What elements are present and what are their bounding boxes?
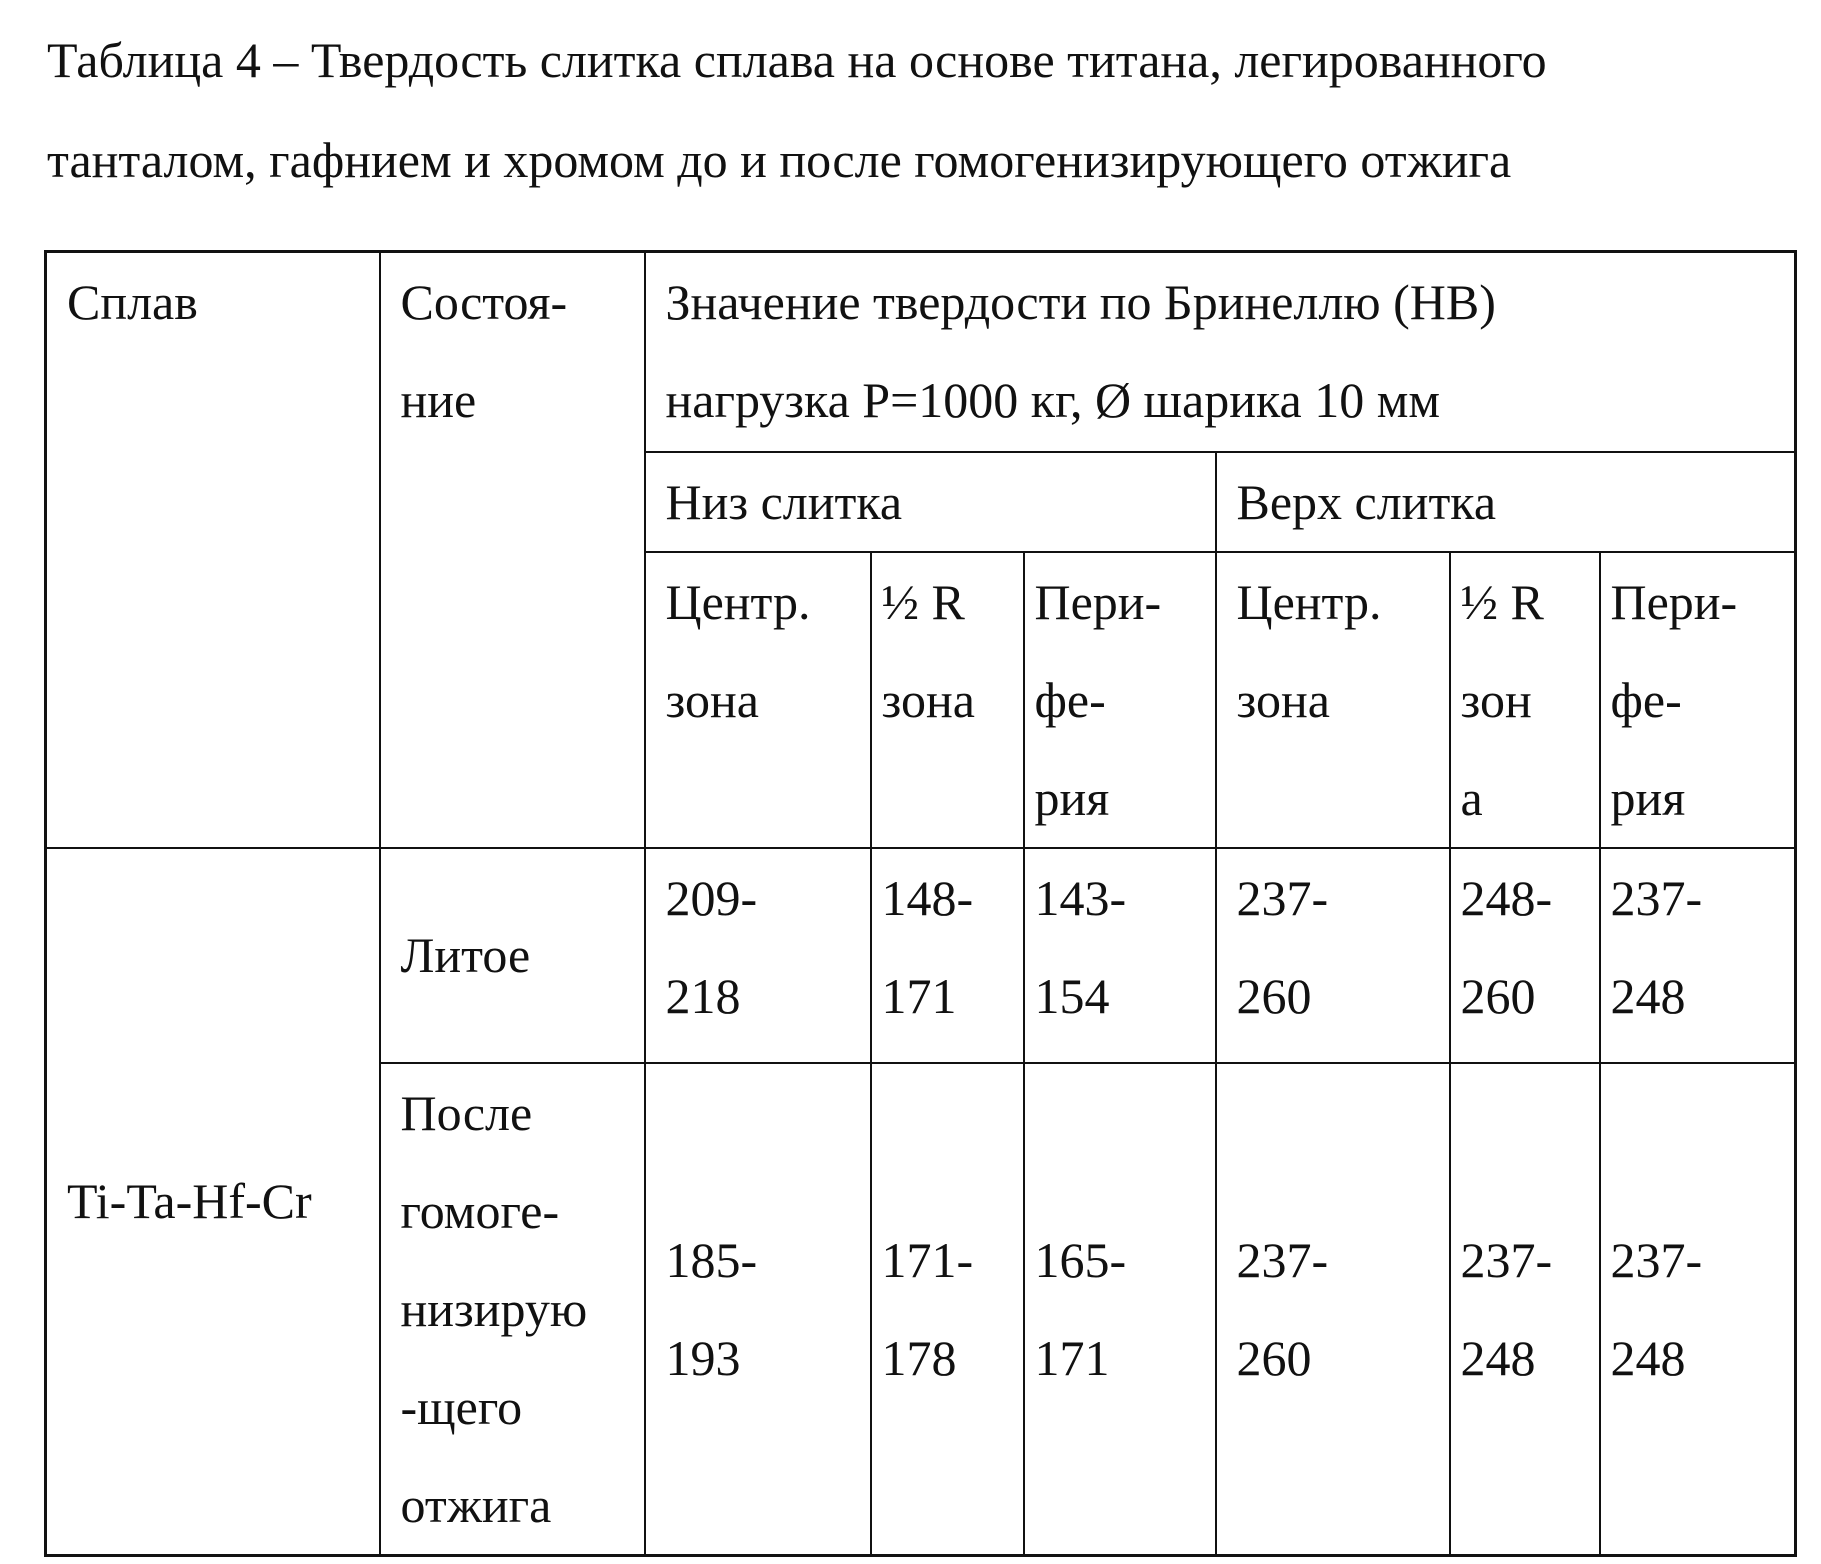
state-cell: После гомоге- низирую -щего отжига — [380, 1063, 645, 1556]
value-cell: 237- 248 — [1600, 1063, 1796, 1556]
header-bottom-center-zone: Центр. зона — [645, 552, 871, 848]
value-cell: 185- 193 — [645, 1063, 871, 1556]
header-hardness: Значение твердости по Бринеллю (HB) нагрузка P=1000 кг, Ø шарика 10 мм — [645, 252, 1796, 452]
value-cell: 148- 171 — [871, 848, 1024, 1063]
value-cell: 237- 260 — [1216, 848, 1450, 1063]
header-row-1 — [46, 252, 1796, 452]
header-top-half-r-zone: ½ R зон а — [1450, 552, 1600, 848]
header-bottom-periphery: Пери- фе- рия — [1024, 552, 1216, 848]
hardness-table — [44, 250, 1797, 1557]
caption-line-2: танталом, гафнием и хромом до и после гомогенизирующего отжига — [47, 132, 1512, 188]
table-caption — [47, 10, 1777, 210]
header-state: Состоя- ние — [380, 252, 645, 848]
header-alloy: Сплав — [46, 252, 380, 848]
value-cell: 209- 218 — [645, 848, 871, 1063]
value-cell: 165- 171 — [1024, 1063, 1216, 1556]
value-cell: 237- 260 — [1216, 1063, 1450, 1556]
header-top-periphery: Пери- фе- рия — [1600, 552, 1796, 848]
value-cell: 143- 154 — [1024, 848, 1216, 1063]
value-cell: 248- 260 — [1450, 848, 1600, 1063]
caption-line-1: Таблица 4 – Твердость слитка сплава на основе титана, легированного — [47, 32, 1547, 88]
header-bottom-ingot: Низ слитка — [645, 452, 1216, 552]
table-row-as-cast — [46, 848, 1796, 1063]
header-top-ingot: Верх слитка — [1216, 452, 1796, 552]
header-top-center-zone: Центр. зона — [1216, 552, 1450, 848]
state-cell: Литое — [380, 848, 645, 1063]
value-cell: 171- 178 — [871, 1063, 1024, 1556]
value-cell: 237- 248 — [1600, 848, 1796, 1063]
alloy-name-cell: Ti-Ta-Hf-Cr — [46, 848, 380, 1556]
header-bottom-half-r-zone: ½ R зона — [871, 552, 1024, 848]
value-cell: 237- 248 — [1450, 1063, 1600, 1556]
